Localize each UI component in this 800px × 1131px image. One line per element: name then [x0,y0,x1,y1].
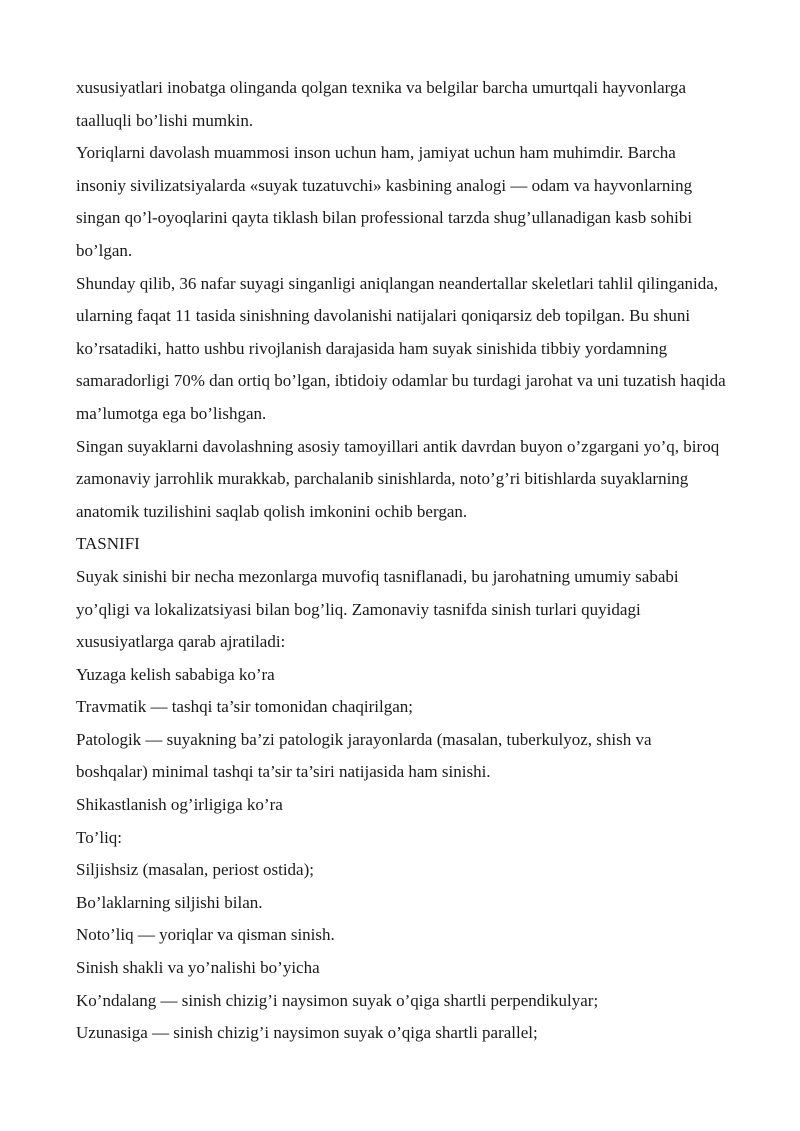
item-traumatic: Travmatik — tashqi ta’sir tomonidan chaqirilgan; [76,697,413,717]
paragraph-fracture-treatment: Yoriqlarni davolash muammosi inson uchun ham, jamiyat uchun ham muhimdir. Barcha insoniy sivilizatsiyalarda «suyak tuzatuvchi» kasbining analogi — odam va hayvonlarning singan qo’l-oyoqlarini qayta tiklash bilan professional tarzda shug’ullanadigan kasb sohibi bo’lgan. [76,143,693,260]
document-body [76,72,726,1050]
paragraph-treatment-principles: Singan suyaklarni davolashning asosiy tamoyillari antik davrdan buyon o’zgargani yo’q, biroq zamonaviy jarrohlik murakkab, parchalanib sinishlarda, noto’g’ri bitishlarda suyaklarning anatomik tuzilishini saqlab qolish imkonini ochib bergan. [76,436,720,521]
item-with-displacement: Bo’laklarning siljishi bilan. [76,892,263,912]
section-heading-classification: TASNIFI [76,534,140,554]
subheading-by-severity: Shikastlanish og’irligiga ko’ra [76,795,283,815]
paragraph-intro-continued: xususiyatlari inobatga olinganda qolgan texnika va belgilar barcha umurtqali hayvonlarga taalluqli bo’lishi mumkin. [76,78,687,130]
paragraph-classification-intro: Suyak sinishi bir necha mezonlarga muvofiq tasniflanadi, bu jarohatning umumiy sababi yo’qligi va lokalizatsiyasi bilan bog’liq. Zamonaviy tasnifda sinish turlari quyidagi xususiyatlarga qarab ajratiladi: [76,566,679,652]
item-transverse: Ko’ndalang — sinish chizig’i naysimon suyak o’qiga shartli perpendikulyar; [76,990,599,1010]
item-complete: To’liq: [76,827,123,847]
subheading-by-cause: Yuzaga kelish sababiga ko’ra [76,664,275,684]
subheading-by-shape: Sinish shakli va yo’nalishi bo’yicha [76,958,320,978]
item-without-displacement: Siljishsiz (masalan, periost ostida); [76,860,314,880]
item-pathologic: Patologik — suyakning ba’zi patologik jarayonlarda (masalan, tuberkulyoz, shish va boshqalar) minimal tashqi ta’sir ta’siri natijasida ham sinishi. [76,729,652,782]
paragraph-neanderthal-study: Shunday qilib, 36 nafar suyagi singanligi aniqlangan neandertallar skeletlari tahlil qilinganida, ularning faqat 11 tasida sinishning davolanishi natijalari qoniqarsiz deb topilgan. Bu shuni ko’rsatadiki, hatto ushbu rivojlanish darajasida ham suyak sinishida tibbiy yordamning samaradorligi 70% dan ortiq bo’lgan, ibtidoiy odamlar bu turdagi jarohat va uni tuzatish haqida ma’lumotga ega bo’lishgan. [76,273,726,423]
item-incomplete: Noto’liq — yoriqlar va qisman sinish. [76,925,335,945]
item-longitudinal: Uzunasiga — sinish chizig’i naysimon suyak o’qiga shartli parallel; [76,1023,538,1043]
